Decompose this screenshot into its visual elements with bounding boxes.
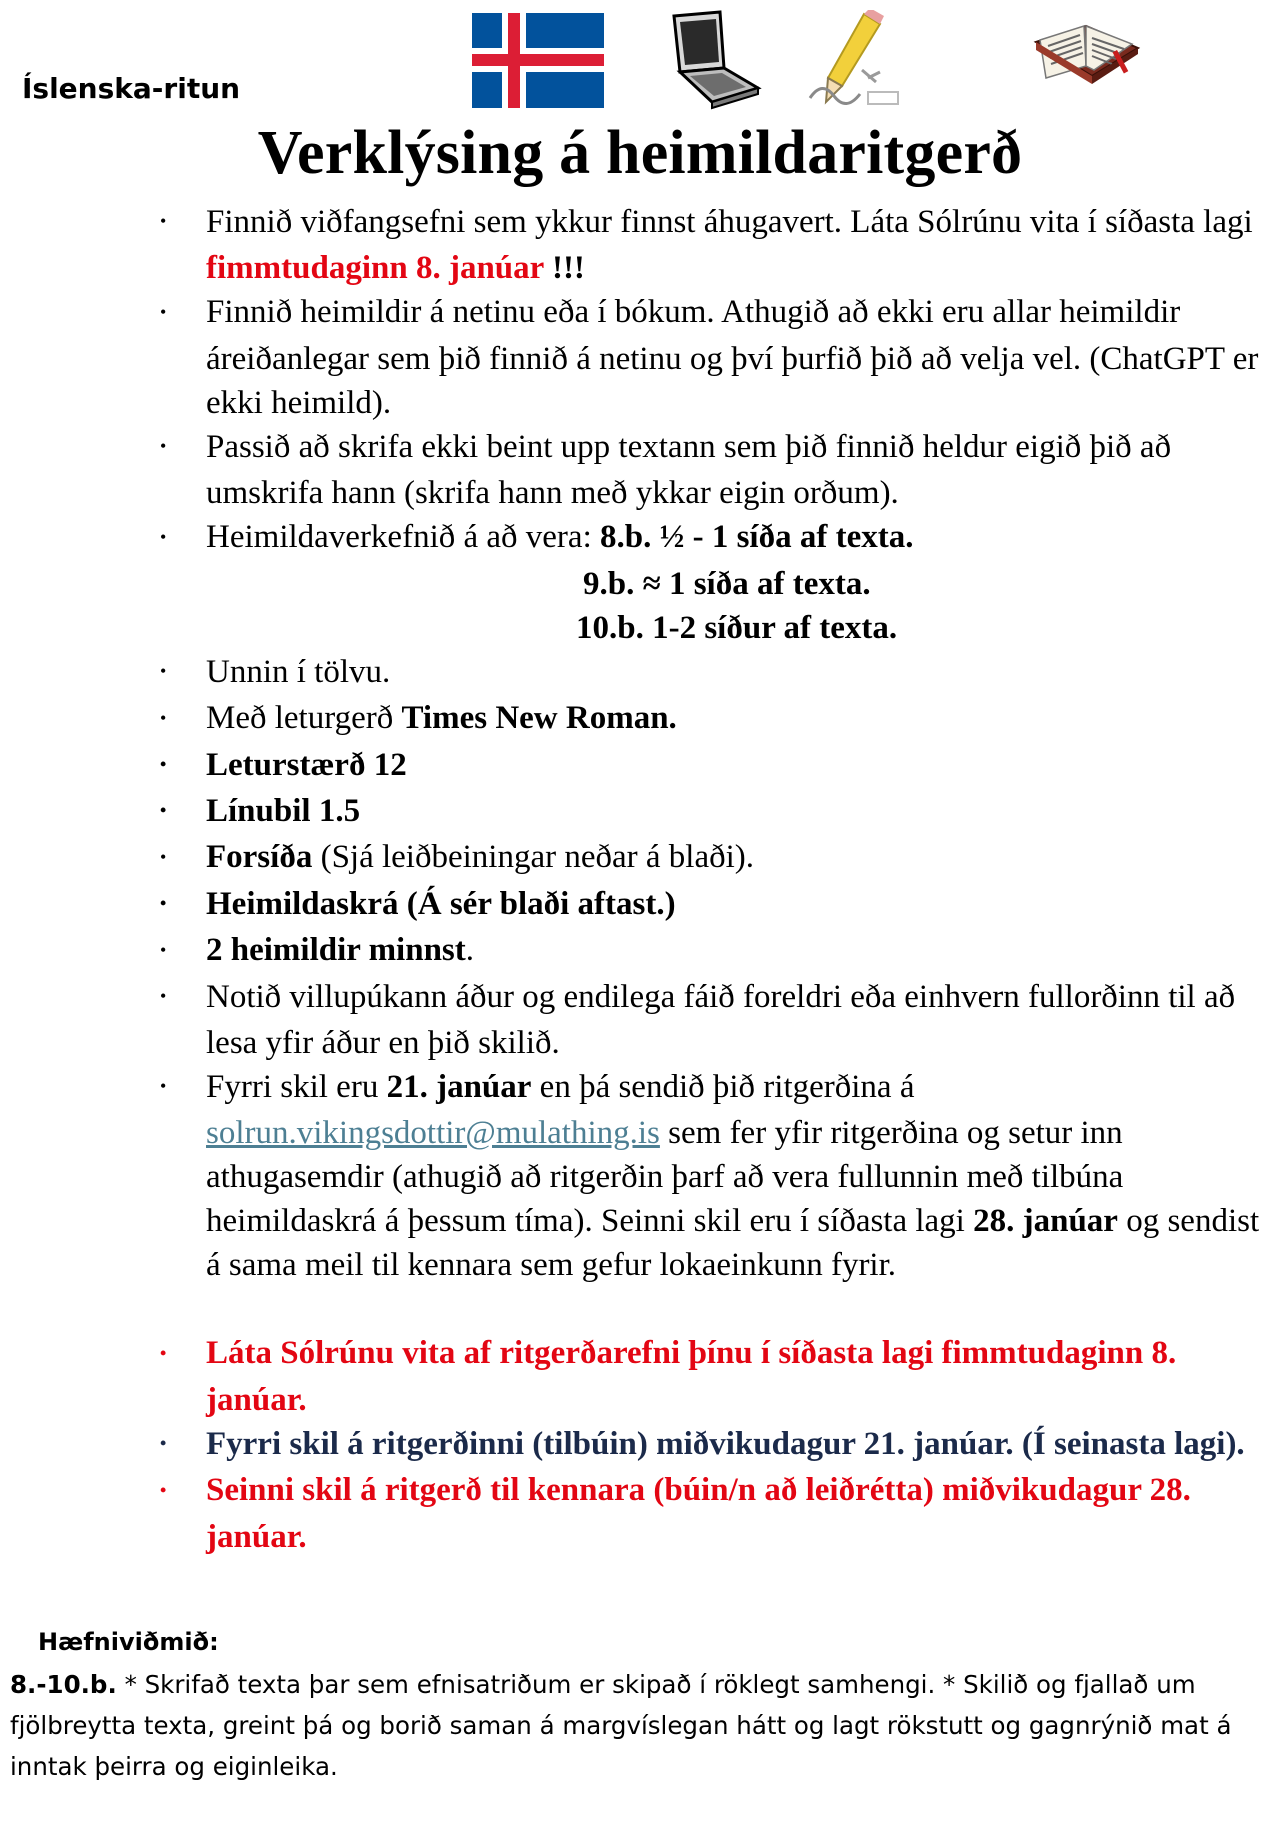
bullet-icon: • xyxy=(160,800,167,821)
second-deadline: 28. janúar xyxy=(973,1203,1118,1240)
list-item xyxy=(160,200,1260,290)
list-item xyxy=(160,696,1260,742)
item-text: Fyrri skil eru xyxy=(206,1069,387,1106)
iceland-flag-icon xyxy=(472,13,604,108)
item-text: Notið villupúkann áður og endilega fáið foreldri eða einhvern fullorðinn til að lesa yfir áður en þið skilið. xyxy=(206,978,1236,1062)
bullet-icon: • xyxy=(160,893,167,914)
page-title: Verklýsing á heimildaritgerð xyxy=(257,119,1023,187)
bullet-icon: • xyxy=(160,753,167,774)
item-text: Leturstærð 12 xyxy=(206,746,407,783)
item-text: Finnið viðfangsefni sem ykkur finnst áhugavert. Láta Sólrúnu vita í síðasta lagi xyxy=(206,204,1253,240)
grade-8-length: 8.b. ½ - 1 síða af texta. xyxy=(600,519,914,556)
item-text: Heimildaverkefnið á að vera: xyxy=(206,519,600,556)
list-item xyxy=(160,835,1260,881)
pencil-writing-icon xyxy=(802,10,902,110)
email-link[interactable]: solrun.vikingsdottir@mulathing.is xyxy=(206,1115,660,1152)
bullet-icon: • xyxy=(160,301,167,322)
item-text: en þá sendið þið ritgerðina á xyxy=(531,1069,915,1106)
bullet-icon: • xyxy=(160,939,167,960)
item-text: Línubil 1.5 xyxy=(206,792,361,829)
bullet-icon: • xyxy=(160,436,167,457)
laptop-icon xyxy=(662,10,762,110)
competence-criteria: * Skrifað texta þar sem efnisatriðum er skipað í röklegt samhengi. * Skilið og fjallað um fjölbreytta texta, greint þá og borið saman á margvíslegan hátt og lagt rökstutt og gagnrýnið mat á inntak þeirra og eiginleika. xyxy=(10,1670,1232,1781)
grade-10-length: 10.b. 1-2 síður af texta. xyxy=(576,609,898,646)
instructions xyxy=(160,200,1260,1559)
font-name: Times New Roman. xyxy=(401,700,677,737)
bullet-icon: • xyxy=(160,846,167,867)
reminder-text: Fyrri skil á ritgerðinni (tilbúin) miðvikudagur 21. janúar. (Í seinasta lagi). xyxy=(206,1425,1245,1462)
spacer xyxy=(160,1287,1260,1331)
item-text: . xyxy=(465,932,475,969)
bullet-icon: • xyxy=(160,211,167,232)
list-item xyxy=(160,290,1260,424)
reminder-item xyxy=(160,1331,1260,1421)
reminder-text: Láta Sólrúnu vita af ritgerðarefni þínu í síðasta lagi fimmtudaginn 8. janúar. xyxy=(206,1335,1177,1418)
bullet-icon: • xyxy=(160,1433,167,1454)
item-bold: Forsíða xyxy=(206,839,313,876)
competence-heading: Hæfniviðmið: xyxy=(38,1628,219,1656)
bullet-icon: • xyxy=(160,526,167,547)
bullet-icon: • xyxy=(160,1342,167,1363)
reminder-text: Seinni skil á ritgerð til kennara (búin/n að leiðrétta) miðvikudagur 28. janúar. xyxy=(206,1472,1191,1555)
subject-label: Íslenska-ritun xyxy=(22,72,241,105)
competence-grades: 8.-10.b. xyxy=(10,1670,117,1699)
list-item xyxy=(160,789,1260,835)
item-text: (Sjá leiðbeiningar neðar á blaði). xyxy=(312,839,754,876)
grade-9-length: 9.b. ≈ 1 síða af texta. xyxy=(583,565,871,602)
item-text: Passið að skrifa ekki beint upp textann sem þið finnið heldur eigið þið að umskrifa hann (skrifa hann með ykkar eigin orðum). xyxy=(206,428,1172,512)
list-item xyxy=(160,975,1260,1065)
list-item xyxy=(160,650,1260,696)
bullet-icon: • xyxy=(160,1479,167,1500)
deadline-date: fimmtudaginn 8. janúar xyxy=(206,250,544,287)
reminder-item xyxy=(160,1468,1260,1558)
competence-text xyxy=(10,1664,1270,1787)
open-book-icon xyxy=(1032,20,1142,100)
item-text: Heimildaskrá (Á sér blaði aftast.) xyxy=(206,885,676,922)
bullet-icon: • xyxy=(160,707,167,728)
item-text: og sendist á sama meil til kennara sem gefur lokaeinkunn fyrir. xyxy=(206,1203,1260,1284)
list-item xyxy=(160,1065,1260,1287)
bullet-icon: • xyxy=(160,986,167,1007)
bullet-icon: • xyxy=(160,1076,167,1097)
list-item xyxy=(160,425,1260,515)
item-text: Unnin í tölvu. xyxy=(206,653,391,690)
list-item xyxy=(160,743,1260,789)
item-text: sem fer yfir ritgerðina og setur inn athugasemdir (athugið að ritgerðin þarf að vera fullunnin með tilbúna heimildaskrá á þessum tíma). Seinni skil eru í síðasta lagi xyxy=(206,1115,1124,1240)
item-bold: 2 heimildir minnst xyxy=(206,932,466,969)
list-item xyxy=(160,515,1260,561)
list-item xyxy=(160,882,1260,928)
list-item xyxy=(160,928,1260,974)
first-deadline: 21. janúar xyxy=(386,1069,532,1106)
item-text: Finnið heimildir á netinu eða í bókum. Athugið að ekki eru allar heimildir áreiðanlegar sem þið finnið á netinu og því þurfið þið að velja vel. (ChatGPT er ekki heimild). xyxy=(206,294,1259,421)
bullet-icon: • xyxy=(160,661,167,682)
reminder-item xyxy=(160,1422,1260,1468)
exclamation: !!! xyxy=(543,250,585,287)
item-text: Með leturgerð xyxy=(206,700,402,737)
